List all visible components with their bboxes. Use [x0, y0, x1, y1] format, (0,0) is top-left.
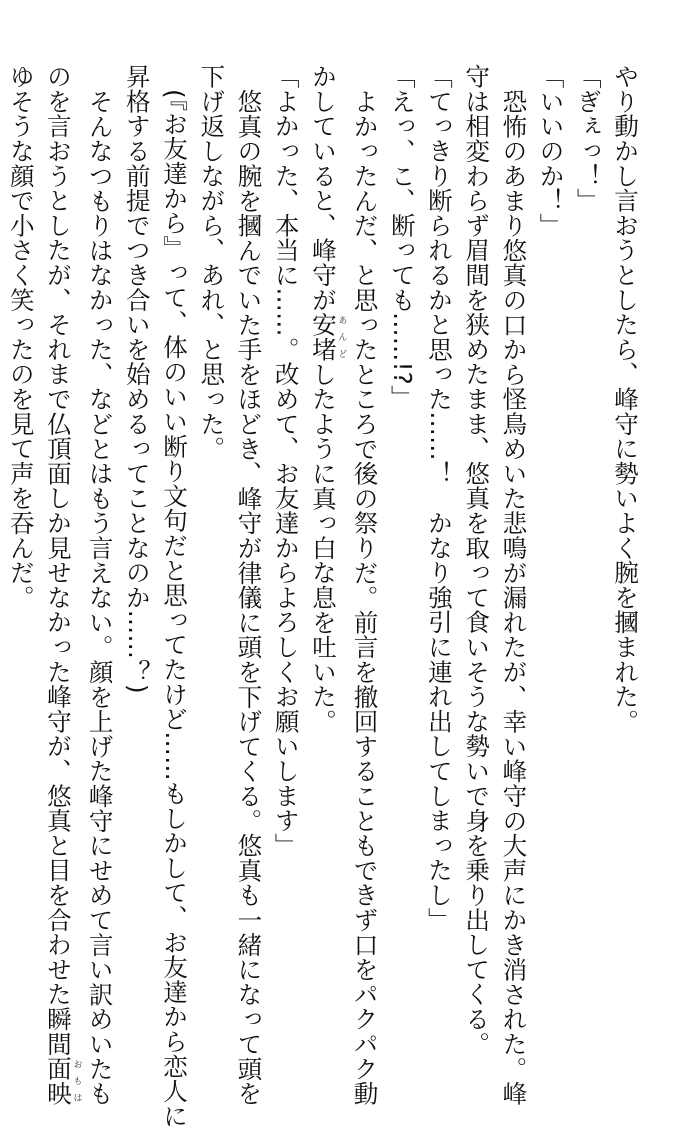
text-segment: ゆそうな顔で小さく笑ったのを見て声を吞んだ。 — [6, 64, 36, 610]
text-line — [81, 64, 118, 1106]
text-line — [230, 64, 267, 1106]
text-line — [570, 64, 607, 984]
text-segment: そんなつもりはなかった、などとはもう言えない。顔を上げた峰守にせめて言い訳めいたも — [85, 88, 115, 1106]
ruby-base: 面映 — [43, 1056, 73, 1106]
text-segment: (『お友達から』って、体のいい断り文句だと思ってたけど……もしかして、お友達から恋人に — [160, 88, 190, 1128]
text-line — [40, 64, 82, 1106]
text-line — [346, 64, 383, 1106]
text-segment: 「てっきり断られるかと思った……！ かなり強引に連れ出してしまったし」 — [424, 64, 454, 932]
text-line — [384, 64, 421, 984]
text-line — [458, 64, 495, 1056]
ruby-annotation — [43, 1056, 82, 1106]
text-segment: やり動かし言おうとしたら、峰守に勢いよく腕を摑まれた。 — [611, 64, 640, 734]
ruby-base: 安堵 — [308, 312, 338, 362]
text-segment: かしていると、峰守が — [308, 64, 338, 312]
text-segment: 「えっ、こ、断っても……!?」 — [387, 64, 417, 410]
text-line — [193, 64, 230, 984]
text-segment: 「いいのか！」 — [536, 64, 566, 238]
vertical-text-body — [3, 64, 644, 1128]
text-segment: 昇格する前提でつき合いを始めるってことなのか……？) — [122, 64, 152, 694]
text-segment: のを言おうとしたが、それまで仏頂面しか見せなかった峰守が、悠真と目を合わせた瞬間 — [43, 64, 73, 1056]
text-segment: 「ぎぇっ！」 — [573, 64, 603, 213]
text-line — [421, 64, 458, 984]
text-segment: よかったんだ、と思ったところで後の祭りだ。前言を撤回することもできず口をパクパク動 — [350, 88, 380, 1106]
text-segment: 悠真の腕を摑んでいた手をほどき、峰守が律儀に頭を下げてくる。悠真も一緒になって頭を — [234, 88, 264, 1106]
text-line — [3, 64, 40, 984]
text-line — [305, 64, 347, 984]
text-line — [495, 64, 532, 1106]
text-segment: 恐怖のあまり悠真の口から怪鳥めいた悲鳴が漏れたが、幸い峰守の大声にかき消された。峰 — [499, 88, 529, 1106]
text-segment: したように真っ白な息を吐いた。 — [308, 361, 338, 734]
text-segment: 下げ返しながら、あれ、と思った。 — [197, 64, 227, 461]
text-line — [119, 64, 156, 984]
text-line — [532, 64, 569, 984]
text-line — [267, 64, 304, 984]
ruby-annotation — [308, 312, 347, 362]
text-segment: 「よかった、本当に……。改めて、お友達からよろしくお願いします」 — [271, 64, 301, 858]
text-segment: 守は相変わらず眉間を狭めたまま、悠真を取って食いそうな勢いで身を乗り出してくる。 — [462, 64, 492, 1056]
text-line — [156, 64, 193, 1128]
ruby-reading: おもは — [71, 1056, 82, 1106]
text-line — [607, 64, 644, 984]
ruby-reading: あんど — [336, 312, 347, 362]
